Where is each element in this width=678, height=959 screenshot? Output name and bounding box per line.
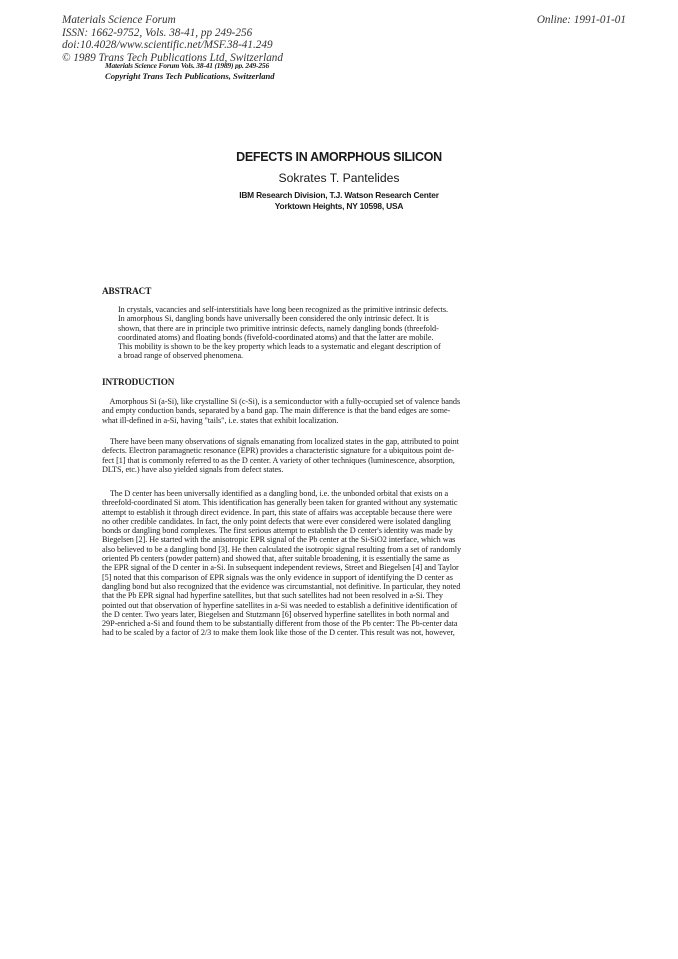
- journal-name: Materials Science Forum: [62, 14, 176, 26]
- author-affiliation: [0, 190, 678, 211]
- paragraph-line: Biegelsen [2]. He started with the anisotropic EPR signal of the Pb center at the Si-SiO2 interface, which was: [102, 535, 456, 545]
- paragraph-line: no other credible candidates. In fact, the only point defects that were ever considered were isolated dangling: [102, 516, 451, 526]
- paragraph-line: attempt to establish it through direct evidence. In part, this state of affairs was acceptable because there were: [102, 507, 452, 517]
- paragraph-line: [5] noted that this comparison of EPR signals was the only evidence in support of identifying the D center as: [102, 572, 453, 582]
- abstract-heading: ABSTRACT: [102, 286, 152, 296]
- abstract-line: In amorphous Si, dangling bonds have universally been considered the only intrinsic defect. It is: [118, 314, 429, 324]
- intro-paragraph-3: [102, 489, 557, 638]
- paper-title: DEFECTS IN AMORPHOUS SILICON: [236, 150, 442, 164]
- paragraph-line: defects. Electron paramagnetic resonance (EPR) provides a characteristic signature for a ubiquitous point de-: [102, 446, 454, 456]
- affiliation-line-2: Yorktown Heights, NY 10598, USA: [274, 200, 404, 211]
- intro-paragraph-2: [102, 437, 557, 474]
- paragraph-line: had to be scaled by a factor of 2/3 to make them look like those of the D center. This result was not, however,: [102, 628, 455, 638]
- author-name: Sokrates T. Pantelides: [278, 171, 400, 185]
- paragraph-line: dangling bond but also recognized that the evidence was circumstantial, not definitive. In particular, they noted: [102, 581, 461, 591]
- abstract-line: a broad range of observed phenomena.: [118, 351, 244, 361]
- online-date: Online: 1991-01-01: [536, 14, 626, 26]
- paragraph-line: the EPR signal of the D center in a-Si. In subsequent independent reviews, Street and Biegelsen [4] and Taylor: [102, 563, 459, 573]
- abstract-line: In crystals, vacancies and self-interstitials have long been recognized as the primitive intrinsic defects.: [118, 305, 448, 314]
- publisher-copyright: Copyright Trans Tech Publications, Switzerland: [105, 71, 275, 81]
- paragraph-line: Amorphous Si (a-Si), like crystalline Si (c-Si), is a semiconductor with a fully-occupied set of valence bands: [102, 397, 461, 406]
- paragraph-line: that the Pb EPR signal had hyperfine satellites, but that such satellites had not been resolved in a-Si. They: [102, 591, 443, 601]
- paragraph-line: oriented Pb centers (powder pattern) and showed that, after suitable broadening, it is essentially the same as: [102, 554, 450, 564]
- paragraph-line: The D center has been universally identified as a dangling bond, i.e. the unbonded orbital that exists on a: [102, 489, 449, 498]
- abstract-line: coordinated atoms) and floating bonds (fivefold-coordinated atoms) and that the latter are mobile.: [118, 332, 434, 342]
- paragraph-line: threefold-coordinated Si atom. This identification has generally been taken for granted without any systematic: [102, 498, 458, 508]
- paragraph-line: fect [1] that is commonly referred to as the D center. A variety of other techniques (luminescence, absorption,: [102, 455, 455, 465]
- intro-paragraph-1: [102, 397, 557, 425]
- paragraph-line: what ill-defined in a-Si, having "tails", i.e. states that exhibit localization.: [102, 415, 339, 425]
- journal-strip: Materials Science Forum Vols. 38-41 (1989) pp. 249-256: [105, 62, 269, 69]
- affiliation-line-1: IBM Research Division, T.J. Watson Research Center: [239, 190, 439, 200]
- paragraph-line: DLTS, etc.) have also yielded signals from defect states.: [102, 464, 284, 474]
- paragraph-line: bonds or dangling bond complexes. The first serious attempt to establish the D center's identity was made by: [102, 526, 453, 536]
- abstract-line: This mobility is shown to be the key property which leads to a systematic and elegant description of: [118, 342, 441, 352]
- paragraph-line: pointed out that observation of hyperfine satellites in a-Si was needed to establish a definitive identification of: [102, 600, 458, 610]
- paragraph-line: and empty conduction bands, separated by a band gap. The main difference is that the band edges are some-: [102, 406, 451, 416]
- abstract-line: shown, that there are in principle two primitive intrinsic defects, namely dangling bonds (threefold-: [118, 323, 439, 333]
- paragraph-line: 29P-enriched a-Si and found them to be substantially different from those of the Pb center: The Pb-center data: [102, 619, 458, 629]
- abstract-text: [118, 305, 553, 361]
- paragraph-line: There have been many observations of signals emanating from localized states in the gap, attributed to point: [102, 437, 459, 446]
- journal-doi[interactable]: doi:10.4028/www.scientific.net/MSF.38-41.249: [62, 39, 273, 51]
- introduction-heading: INTRODUCTION: [102, 377, 175, 387]
- journal-copyright: © 1989 Trans Tech Publications Ltd, Switzerland: [62, 51, 283, 64]
- journal-issn: ISSN: 1662-9752, Vols. 38-41, pp 249-256: [62, 26, 253, 39]
- paragraph-line: also believed to be a dangling bond [3]. He then calculated the isotropic signal resulting from a set of randomly: [102, 544, 462, 554]
- paragraph-line: the D center. Two years later, Biegelsen and Stutzmann [6] observed hyperfine satellites in both normal and: [102, 609, 449, 619]
- journal-header: [62, 14, 482, 64]
